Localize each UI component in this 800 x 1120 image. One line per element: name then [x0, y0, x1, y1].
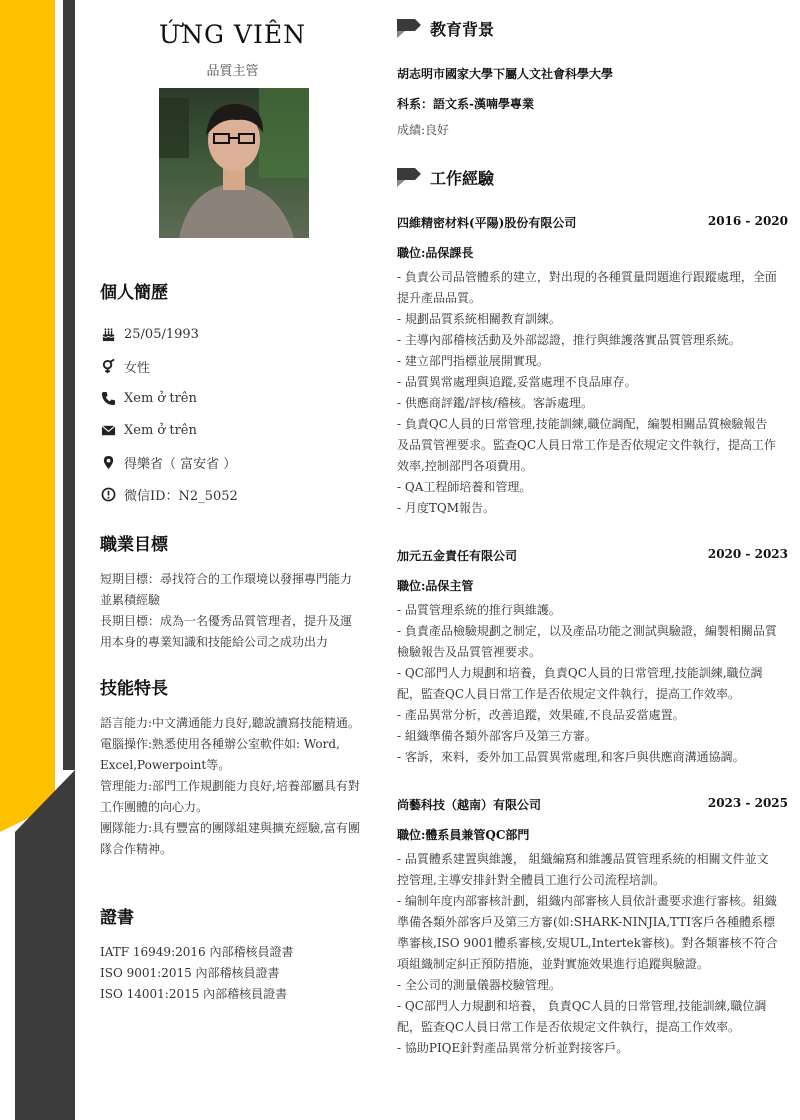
objective-text — [100, 569, 362, 653]
job-period: 2023 - 2025 — [707, 796, 788, 810]
duty-item: - 客訴，來料，委外加工品質異常處理,和客戶與供應商溝通協調。 — [397, 750, 745, 764]
birthday-value: 25/05/1993 — [124, 326, 199, 342]
certificate-item: ISO 9001:2015 內部稽核員證書 — [100, 966, 280, 980]
duty-item: - 全公司的測量儀器校驗管理。 — [397, 978, 561, 992]
job-period: 2016 - 2020 — [707, 214, 788, 228]
duty-item: - QC部門人力規劃和培養， 負責QC人員的日常管理,技能訓練,職位調配，監查QC人員日常工作是否依規定文件執行，提高工作效率。 — [397, 999, 767, 1034]
duty-item: - 品質異常處理與追蹤,妥當處理不良品庫存。 — [397, 375, 637, 389]
duty-item: - 建立部門指標並展開實現。 — [397, 354, 549, 368]
profile-section-title: 個人簡歷 — [100, 283, 168, 303]
duty-item: - 組織準備各類外部客戶及第三方審。 — [397, 729, 597, 743]
job-company: 加元五金責任有限公司 — [397, 549, 518, 563]
candidate-role: 品質主管 — [206, 64, 259, 79]
experience-section-title: 工作經驗 — [430, 168, 495, 188]
profile-photo — [159, 88, 309, 238]
wechat-value: 微信ID：N2_5052 — [124, 488, 238, 504]
duty-item: - 負責QC人員的日常管理,技能訓練,職位調配，編製相關品質檢驗報告及品質管裡要求。監查QC人員日常工作是否依規定文件執行，提高工作效率,控制部門各項費用。 — [397, 417, 777, 473]
phone-row — [100, 388, 197, 408]
skill-management: 管理能力:部門工作規劃能力良好,培養部屬具有對工作團體的向心力。 — [100, 779, 360, 814]
job-duties — [397, 600, 779, 768]
location-icon — [100, 454, 116, 470]
duty-item: - 月度TQM報告。 — [397, 501, 495, 515]
duty-item: - QC部門人力規劃和培養，負責QC人員的日常管理,技能訓練,職位調配，監查QC人員日常工作是否依規定文件執行，提高工作效率。 — [397, 666, 763, 701]
objective-long-term: 長期目標：成為一名優秀品質管理者，提升及運用本身的專業知識和技能給公司之成功出力 — [100, 614, 353, 649]
candidate-name: ỨNG VIÊN — [159, 20, 306, 49]
education-grade: 成績:良好 — [397, 123, 450, 137]
wechat-row — [100, 484, 238, 504]
duty-item: - 負責產品檢驗規劃之制定，以及產品功能之測試與驗證，編製相關品質檢驗報告及品質管裡要求。 — [397, 624, 777, 659]
duty-item: - 供應商評鑑/評核/稽核。客訴處理。 — [397, 396, 593, 410]
duty-item: - 負責公司品管體系的建立，對出現的各種質量問題進行跟蹤處理，全面提升產品品質。 — [397, 270, 777, 305]
skills-text — [100, 713, 362, 860]
job-duties — [397, 267, 779, 519]
education-school: 胡志明市國家大學下屬人文社會科學大學 — [397, 67, 614, 81]
flag-icon — [397, 16, 421, 40]
birthday-row — [100, 324, 199, 344]
skills-section-title: 技能特長 — [100, 679, 168, 699]
job-title: 職位:品保課長 — [397, 246, 474, 260]
job-title: 職位:體系員兼管QC部門 — [397, 828, 530, 842]
address-value: 得樂省（ 富安省 ） — [124, 456, 237, 472]
job-duties — [397, 849, 779, 1059]
info-icon — [100, 486, 116, 502]
skill-teamwork: 團隊能力:具有豐富的團隊組建與擴充經驗,富有團隊合作精神。 — [100, 821, 360, 856]
job-company: 尚藝科技（越南）有限公司 — [397, 798, 542, 812]
phone-icon — [100, 390, 116, 406]
certificates-list — [100, 942, 362, 1005]
education-section-header — [397, 16, 494, 40]
cake-icon — [100, 326, 116, 342]
job-header — [397, 547, 788, 564]
certificate-item: ISO 14001:2015 內部稽核員證書 — [100, 987, 288, 1001]
skill-computer: 電腦操作:熟悉使用各種辦公室軟件如: Word, Excel,Powerpoint等。 — [100, 737, 340, 772]
job-period: 2020 - 2023 — [707, 547, 788, 561]
duty-item: - 主導內部稽核活動及外部認證，推行與維護落實品質管理系統。 — [397, 333, 741, 347]
mail-icon — [100, 422, 116, 438]
duty-item: - 產品異常分析，改善追蹤，效果確,不良品妥當處置。 — [397, 708, 685, 722]
duty-item: - 品質體系建置與維護， 組織編寫和維護品質管理系統的相關文件並文控管理,主導安排針對全體員工進行公司流程培訓。 — [397, 852, 769, 887]
objective-section-title: 職業目標 — [100, 535, 168, 555]
education-section-title: 教育背景 — [430, 19, 495, 39]
email-row — [100, 420, 197, 440]
gender-icon — [100, 358, 116, 374]
job-header — [397, 214, 788, 231]
email-value: Xem ở trên — [124, 422, 197, 438]
duty-item: - 規劃品質系統相關教育訓練。 — [397, 312, 561, 326]
certificates-section-title: 證書 — [100, 908, 134, 928]
certificate-item: IATF 16949:2016 內部稽核員證書 — [100, 945, 294, 959]
skill-language: 語言能力:中文溝通能力良好,聽說讀寫技能精通。 — [100, 716, 360, 730]
objective-short-term: 短期目標：尋找符合的工作環境以發揮專門能力並累積經驗 — [100, 572, 353, 607]
job-header — [397, 796, 788, 813]
duty-item: - 编制年度内部審核計劃，組織内部審核人員依計畫要求進行審核。組織準備各類外部客戶及第三方審(如:SHARK-NINJIA,TTI客戶各種體系標準審核,ISO 9001體系審核,安規UL,Intertek審核)。對各類審核不符合項組織制定糾正預防措施，並對實施效果進行追蹤與驗證。 — [397, 894, 778, 971]
duty-item: - 協助PIQE針對產品異常分析並對接客戶。 — [397, 1041, 629, 1055]
job-company: 四維精密材料(平陽)股份有限公司 — [397, 216, 577, 230]
experience-section-header — [397, 165, 494, 189]
gender-row — [100, 356, 150, 376]
address-row — [100, 452, 236, 472]
decorative-side-strips — [0, 0, 80, 1120]
flag-icon — [397, 165, 421, 189]
gender-value: 女性 — [124, 360, 151, 376]
duty-item: - 品質管理系統的推行與維護。 — [397, 603, 561, 617]
duty-item: - QA工程師培養和管理。 — [397, 480, 532, 494]
phone-value: Xem ở trên — [124, 390, 197, 406]
job-title: 職位:品保主管 — [397, 579, 474, 593]
education-major: 科系：語文系-漢喃學專業 — [397, 97, 534, 111]
